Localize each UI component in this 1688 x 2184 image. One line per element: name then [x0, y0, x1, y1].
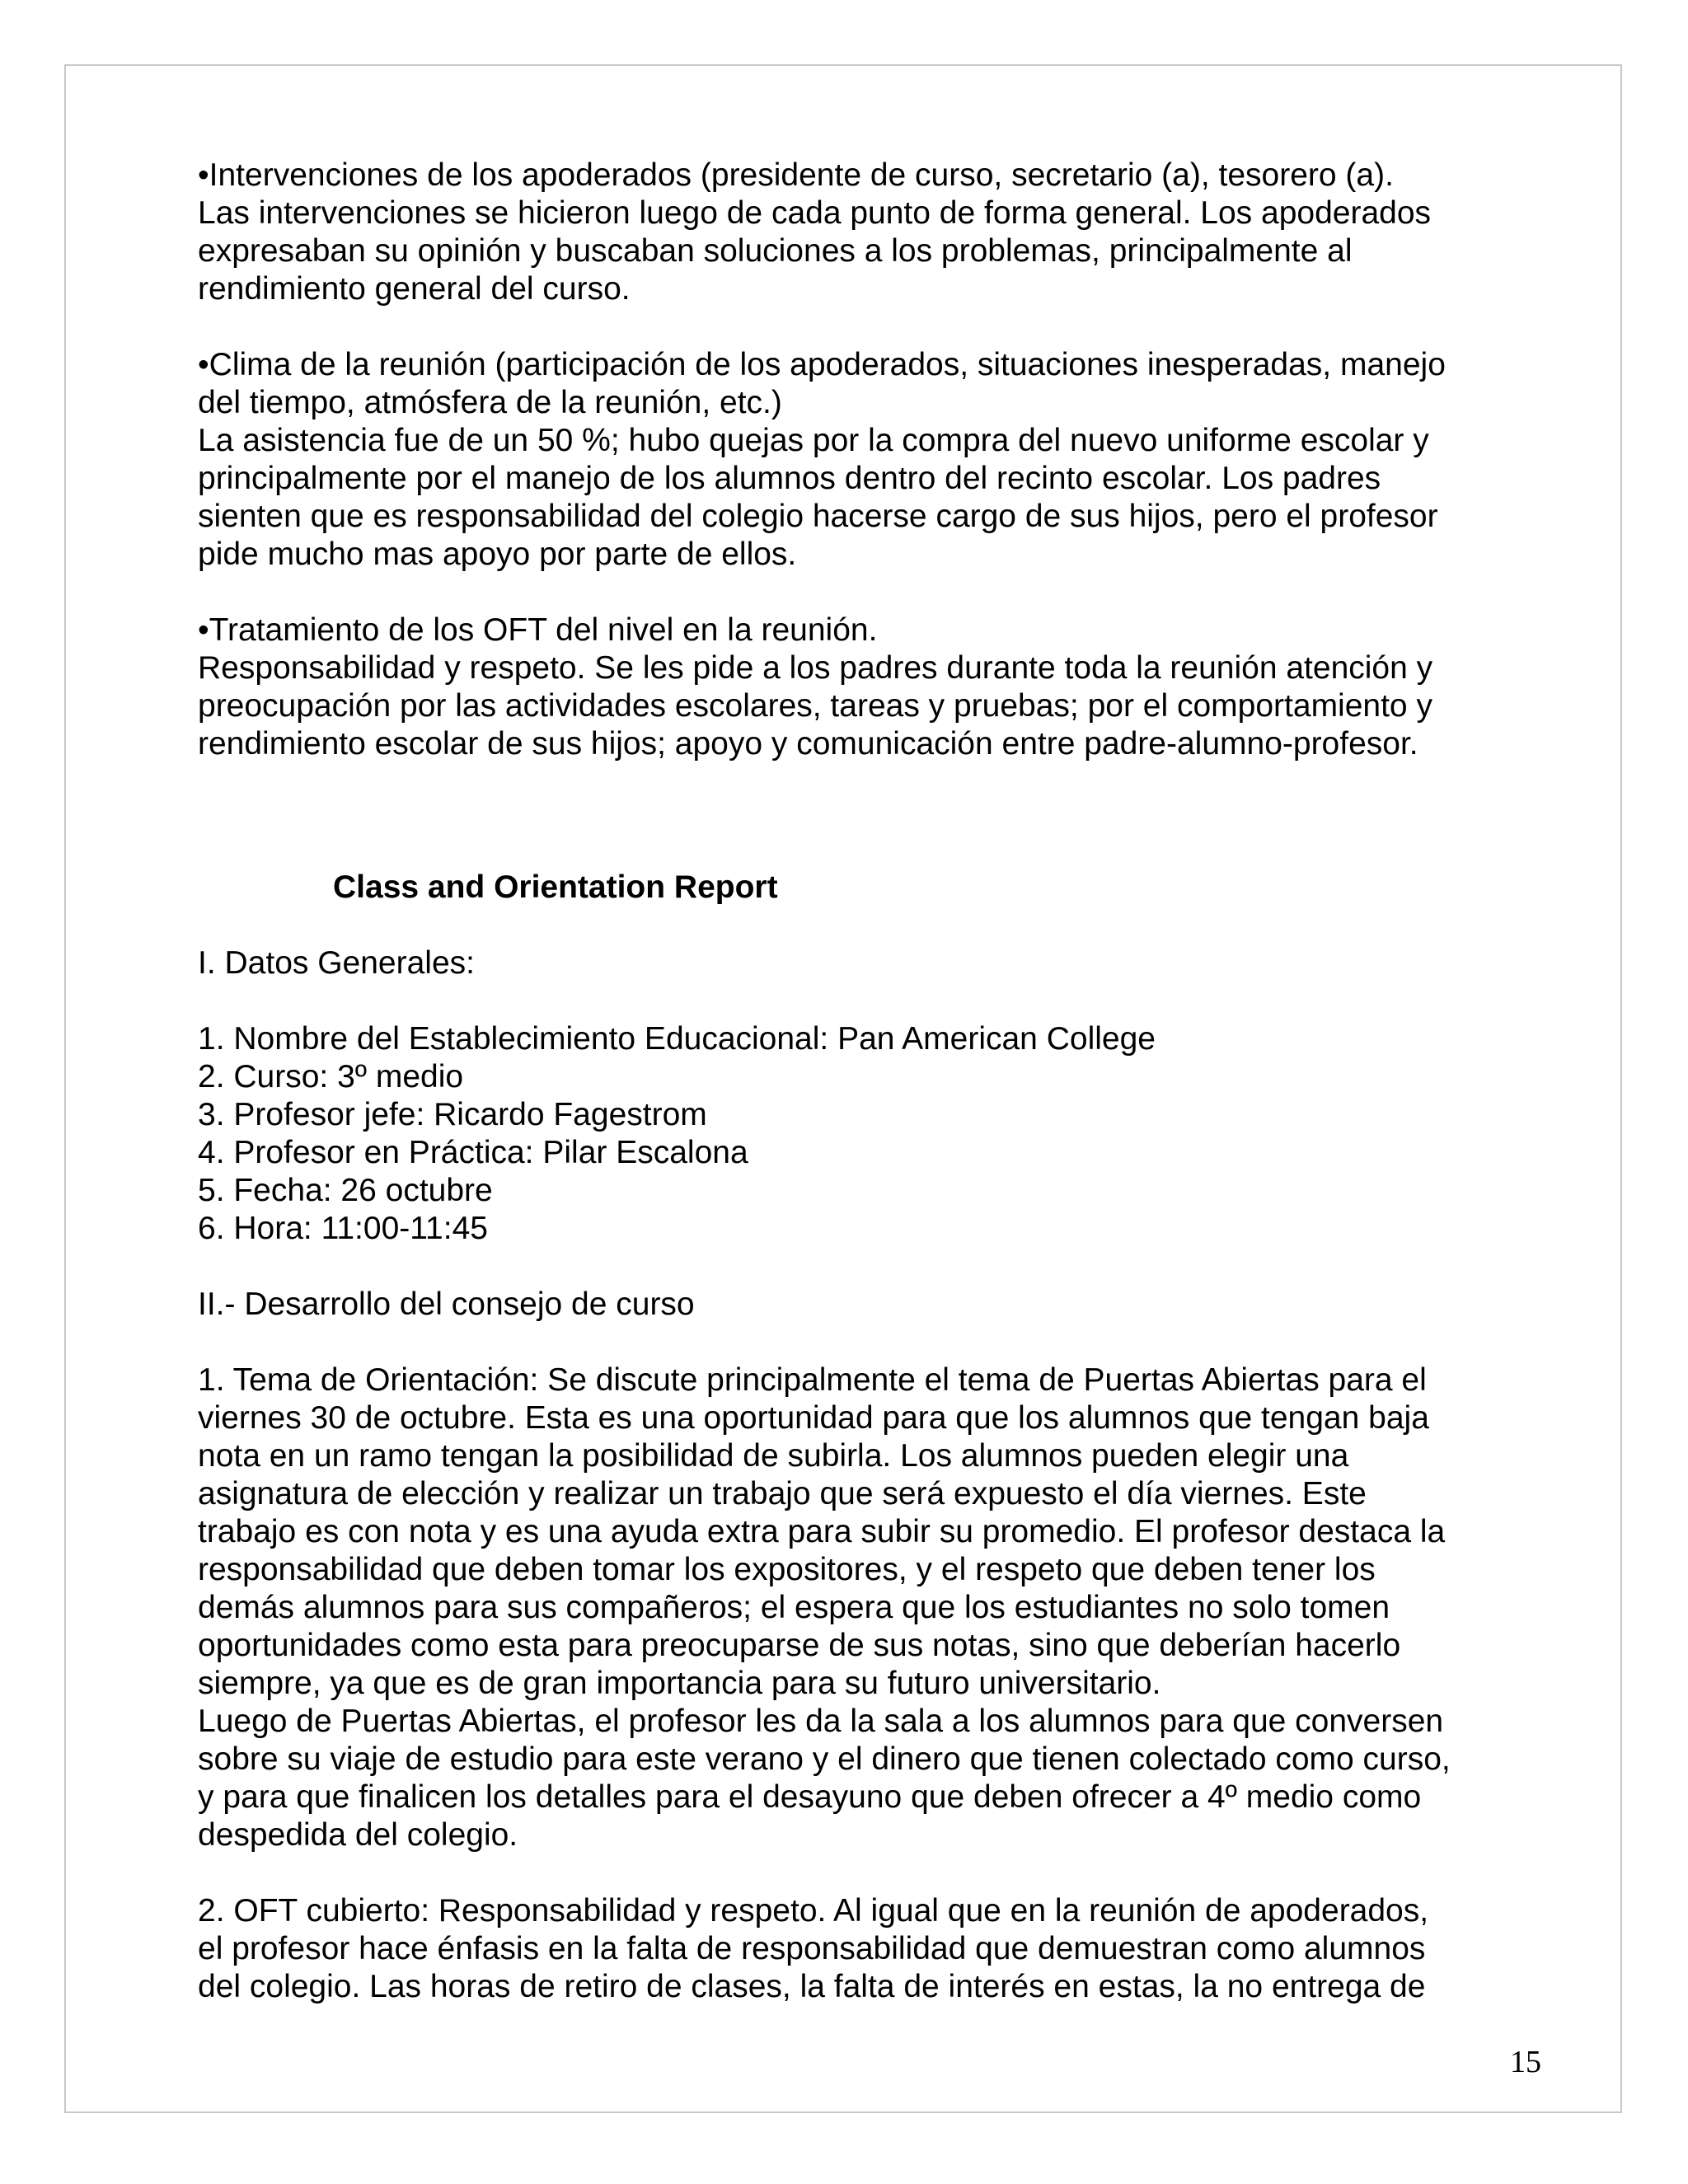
- oft-heading: •Tratamiento de los OFT del nivel en la reunión.: [198, 612, 878, 648]
- general-item-school: 1. Nombre del Establecimiento Educacional: Pan American College: [198, 1021, 1156, 1057]
- paragraph-spacer: [198, 982, 1500, 1020]
- oft-body: Responsabilidad y respeto. Se les pide a los padres durante toda la reunión atención y preocupación por las actividades escolares, tareas y pruebas; por el comportamiento y rendimiento escolar de sus hijos; apoyo y comunicación entre padre-alumno-profesor.: [198, 650, 1433, 762]
- general-item-time: 6. Hora: 11:00-11:45: [198, 1211, 488, 1246]
- paragraph-spacer: [198, 574, 1500, 612]
- paragraph-spacer: [198, 1324, 1500, 1361]
- general-data-heading: I. Datos Generales:: [198, 945, 475, 981]
- climate-body: La asistencia fue de un 50 %; hubo quejas por la compra del nuevo uniforme escolar y principalmente por el manejo de los alumnos dentro del recinto escolar. Los padres sienten que es responsabilidad del colegio hacerse cargo de sus hijos, pero el profesor pide mucho mas apoyo por parte de ellos.: [198, 423, 1438, 572]
- paragraph-spacer: [198, 1854, 1500, 1892]
- orientation-topic: 1. Tema de Orientación: Se discute principalmente el tema de Puertas Abiertas para el viernes 30 de octubre. Esta es una oportunidad para que los alumnos que tengan baja nota en un ramo tengan la posibilidad de subirla. Los alumnos pueden elegir una asignatura de elección y realizar un trabajo que será expuesto el día viernes. Este trabajo es con nota y es una ayuda extra para subir su promedio. El profesor destaca la responsabilidad que deben tomar los expositores, y el respeto que deben tener los demás alumnos para sus compañeros; el espera que los estudiantes no solo tomen oportunidades como esta para preocuparse de sus notas, sino que deberían hacerlo siempre, ya que es de gran importancia para su futuro universitario. Luego de Puertas Abiertas, el profesor les da la sala a los alumnos para que conversen sobre su viaje de estudio para este verano y el dinero que tienen colectado como curso, y para que finalicen los detalles para el desayuno que deben ofrecer a 4º medio como despedida del colegio.: [198, 1362, 1451, 1853]
- interventions-body: Las intervenciones se hicieron luego de cada punto de forma general. Los apoderados expresaban su opinión y buscaban soluciones a los problemas, principalmente al rendimiento general del curso.: [198, 195, 1432, 307]
- report-title: Class and Orientation Report: [333, 869, 778, 905]
- development-heading: II.- Desarrollo del consejo de curso: [198, 1286, 695, 1322]
- page-number: 15: [1510, 2045, 1541, 2079]
- interventions-heading: •Intervenciones de los apoderados (presidente de curso, secretario (a), tesorero (a).: [198, 157, 1394, 193]
- paragraph-spacer: [198, 907, 1500, 944]
- general-item-trainee-teacher: 4. Profesor en Práctica: Pilar Escalona: [198, 1135, 748, 1170]
- oft-covered: 2. OFT cubierto: Responsabilidad y respeto. Al igual que en la reunión de apoderados, el profesor hace énfasis en la falta de responsabilidad que demuestran como alumnos del colegio. Las horas de retiro de clases, la falta de interés en estas, la no entrega de: [198, 1893, 1429, 2004]
- general-item-date: 5. Fecha: 26 octubre: [198, 1173, 493, 1208]
- climate-heading: •Clima de la reunión (participación de los apoderados, situaciones inesperadas, manejo del tiempo, atmósfera de la reunión, etc.): [198, 347, 1446, 420]
- paragraph-spacer: [198, 763, 1500, 869]
- general-item-course: 2. Curso: 3º medio: [198, 1059, 464, 1094]
- paragraph-spacer: [198, 308, 1500, 346]
- document-body: [198, 157, 1500, 2006]
- general-item-head-teacher: 3. Profesor jefe: Ricardo Fagestrom: [198, 1097, 707, 1132]
- paragraph-spacer: [198, 1248, 1500, 1286]
